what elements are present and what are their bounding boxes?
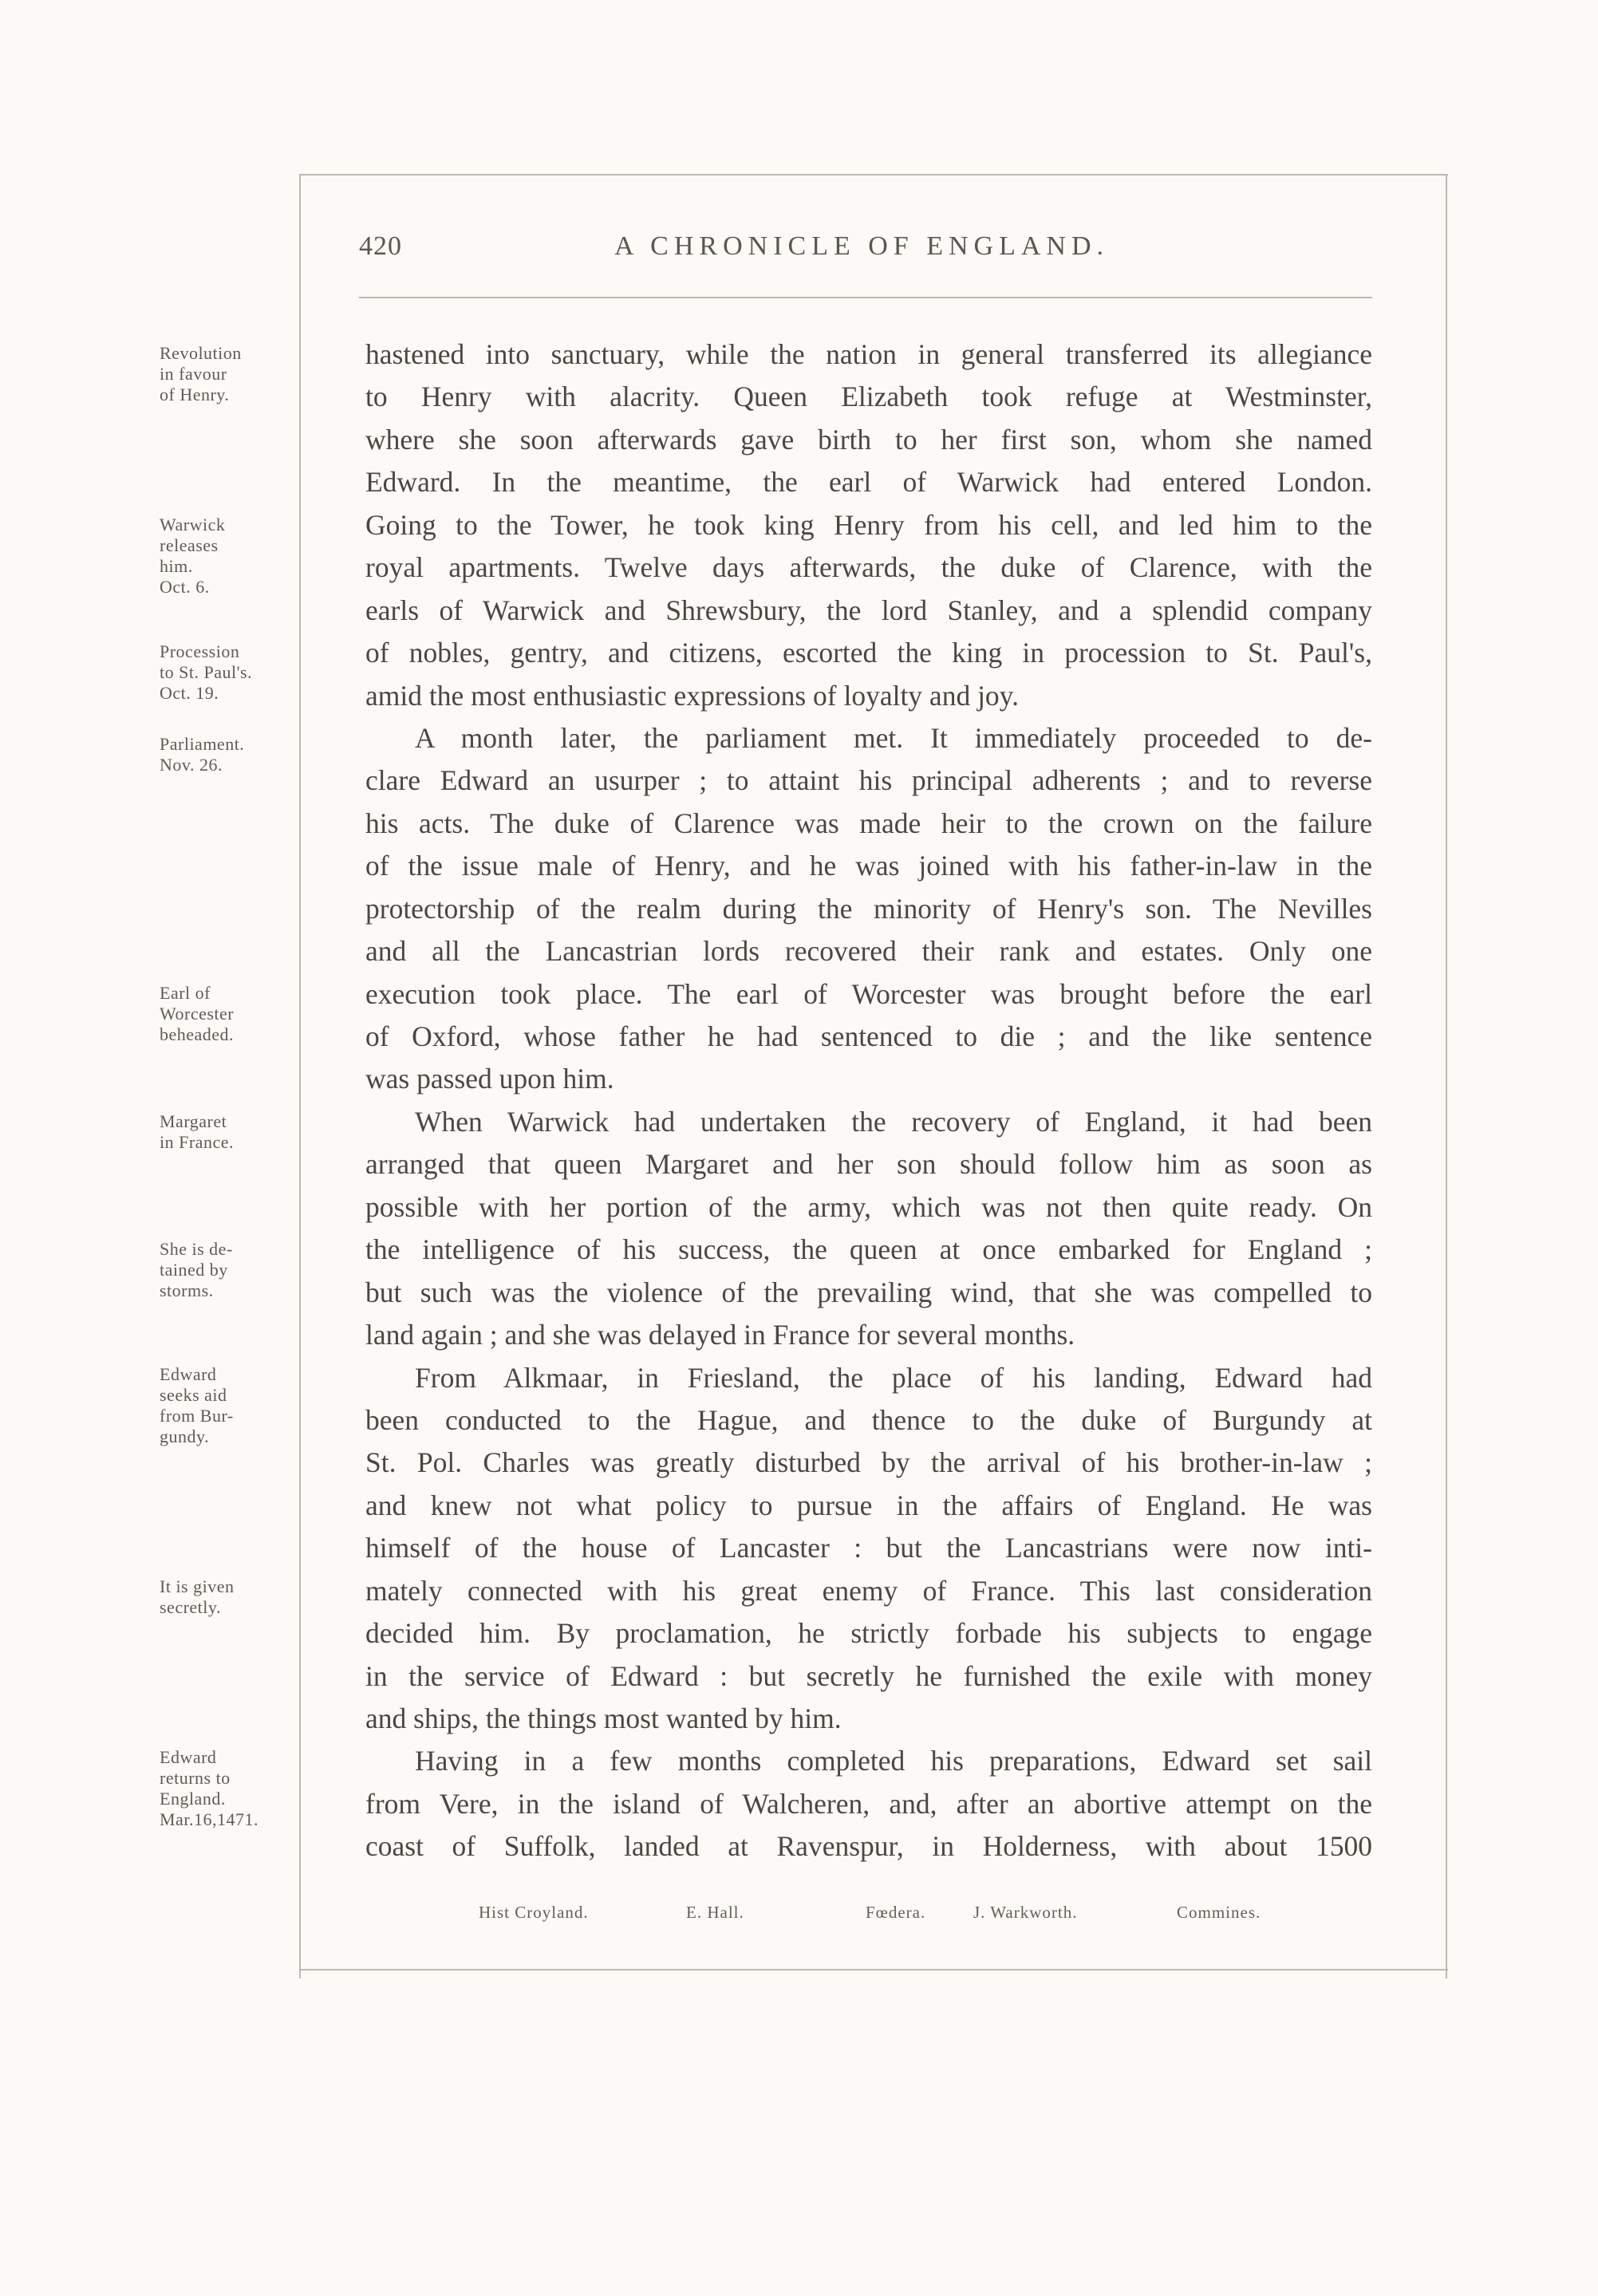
text-line: royal apartments. Twelve days afterwards, the duke of Clarence, with the bbox=[365, 551, 1372, 584]
text-line: protectorship of the realm during the minority of Henry's son. The Nevilles bbox=[365, 892, 1372, 925]
frame-left-rule bbox=[299, 174, 301, 1978]
text-line: When Warwick had undertaken the recovery of England, it had been bbox=[415, 1105, 1372, 1138]
text-line: but such was the violence of the prevailing wind, that she was compelled to bbox=[365, 1276, 1372, 1308]
text-line: and ships, the things most wanted by him. bbox=[365, 1702, 842, 1734]
text-line: coast of Suffolk, landed at Ravenspur, in Holderness, with about 1500 bbox=[365, 1830, 1372, 1863]
footer-reference: E. Hall. bbox=[686, 1903, 744, 1922]
text-line: Going to the Tower, he took king Henry from his cell, and led him to the bbox=[365, 508, 1372, 541]
text-line: in the service of Edward : but secretly he furnished the exile with money bbox=[365, 1659, 1372, 1692]
text-line: arranged that queen Margaret and her son should follow him as soon as bbox=[365, 1148, 1372, 1181]
frame-right-rule bbox=[1446, 174, 1447, 1978]
frame-bottom-rule bbox=[299, 1969, 1448, 1971]
running-title: A CHRONICLE OF ENGLAND. bbox=[614, 231, 1109, 261]
header-divider bbox=[359, 297, 1372, 298]
text-line: from Vere, in the island of Walcheren, and, after an abortive attempt on the bbox=[365, 1787, 1372, 1820]
footer-reference: Hist Croyland. bbox=[479, 1903, 589, 1922]
text-line: earls of Warwick and Shrewsbury, the lord Stanley, and a splendid company bbox=[365, 594, 1372, 626]
text-line: and all the Lancastrian lords recovered their rank and estates. Only one bbox=[365, 935, 1372, 968]
margin-note: She is de- tained by storms. bbox=[160, 1239, 233, 1300]
frame-top-rule bbox=[299, 174, 1448, 176]
margin-note: Procession to St. Paul's. Oct. 19. bbox=[160, 641, 253, 703]
footer-reference: Fœdera. bbox=[866, 1903, 926, 1922]
margin-note: Warwick releases him. Oct. 6. bbox=[160, 515, 226, 597]
text-line: and knew not what policy to pursue in the affairs of England. He was bbox=[365, 1489, 1372, 1521]
body-text bbox=[365, 333, 1372, 1868]
text-line: mately connected with his great enemy of France. This last consideration bbox=[365, 1574, 1372, 1607]
margin-note: Margaret in France. bbox=[160, 1111, 234, 1152]
margin-note: Parliament. Nov. 26. bbox=[160, 734, 245, 775]
footer-reference: J. Warkworth. bbox=[973, 1903, 1078, 1922]
margin-note: Earl of Worcester beheaded. bbox=[160, 983, 235, 1044]
text-line: his acts. The duke of Clarence was made heir to the crown on the failure bbox=[365, 807, 1372, 839]
text-line: been conducted to the Hague, and thence to the duke of Burgundy at bbox=[365, 1403, 1372, 1436]
margin-note: Edward returns to England. Mar.16,1471. bbox=[160, 1747, 258, 1829]
text-line: to Henry with alacrity. Queen Elizabeth took refuge at Westminster, bbox=[365, 381, 1372, 413]
text-line: From Alkmaar, in Friesland, the place of his landing, Edward had bbox=[415, 1361, 1372, 1394]
page-number: 420 bbox=[359, 231, 402, 261]
text-line: Edward. In the meantime, the earl of Warwick had entered London. bbox=[365, 466, 1372, 499]
text-line: of nobles, gentry, and citizens, escorted the king in procession to St. Paul's, bbox=[365, 637, 1372, 669]
text-line: was passed upon him. bbox=[365, 1063, 614, 1095]
text-line: execution took place. The earl of Worcester was brought before the earl bbox=[365, 977, 1372, 1010]
text-line: decided him. By proclamation, he strictly forbade his subjects to engage bbox=[365, 1617, 1372, 1650]
text-line: A month later, the parliament met. It immediately proceeded to de- bbox=[415, 721, 1372, 754]
footer-reference: Commines. bbox=[1177, 1903, 1261, 1922]
text-line: land again ; and she was delayed in France for several months. bbox=[365, 1319, 1075, 1351]
text-line: hastened into sanctuary, while the nation in general transferred its allegiance bbox=[365, 338, 1372, 370]
margin-note: Edward seeks aid from Bur- gundy. bbox=[160, 1364, 234, 1446]
text-line: of Oxford, whose father he had sentenced to die ; and the like sentence bbox=[365, 1020, 1372, 1052]
text-line: the intelligence of his success, the queen at once embarked for England ; bbox=[365, 1233, 1372, 1266]
margin-note: Revolution in favour of Henry. bbox=[160, 343, 242, 404]
text-line: clare Edward an usurper ; to attaint his principal adherents ; and to reverse bbox=[365, 764, 1372, 797]
text-line: amid the most enthusiastic expressions of loyalty and joy. bbox=[365, 679, 1019, 712]
text-line: himself of the house of Lancaster : but the Lancastrians were now inti- bbox=[365, 1532, 1372, 1564]
text-line: where she soon afterwards gave birth to her first son, whom she named bbox=[365, 423, 1372, 456]
margin-note: It is given secretly. bbox=[160, 1576, 235, 1617]
page-header bbox=[359, 231, 1364, 279]
text-line: possible with her portion of the army, which was not then quite ready. On bbox=[365, 1190, 1372, 1223]
text-line: Having in a few months completed his preparations, Edward set sail bbox=[415, 1745, 1372, 1777]
text-line: St. Pol. Charles was greatly disturbed by the arrival of his brother-in-law ; bbox=[365, 1446, 1372, 1479]
text-line: of the issue male of Henry, and he was joined with his father-in-law in the bbox=[365, 850, 1372, 882]
